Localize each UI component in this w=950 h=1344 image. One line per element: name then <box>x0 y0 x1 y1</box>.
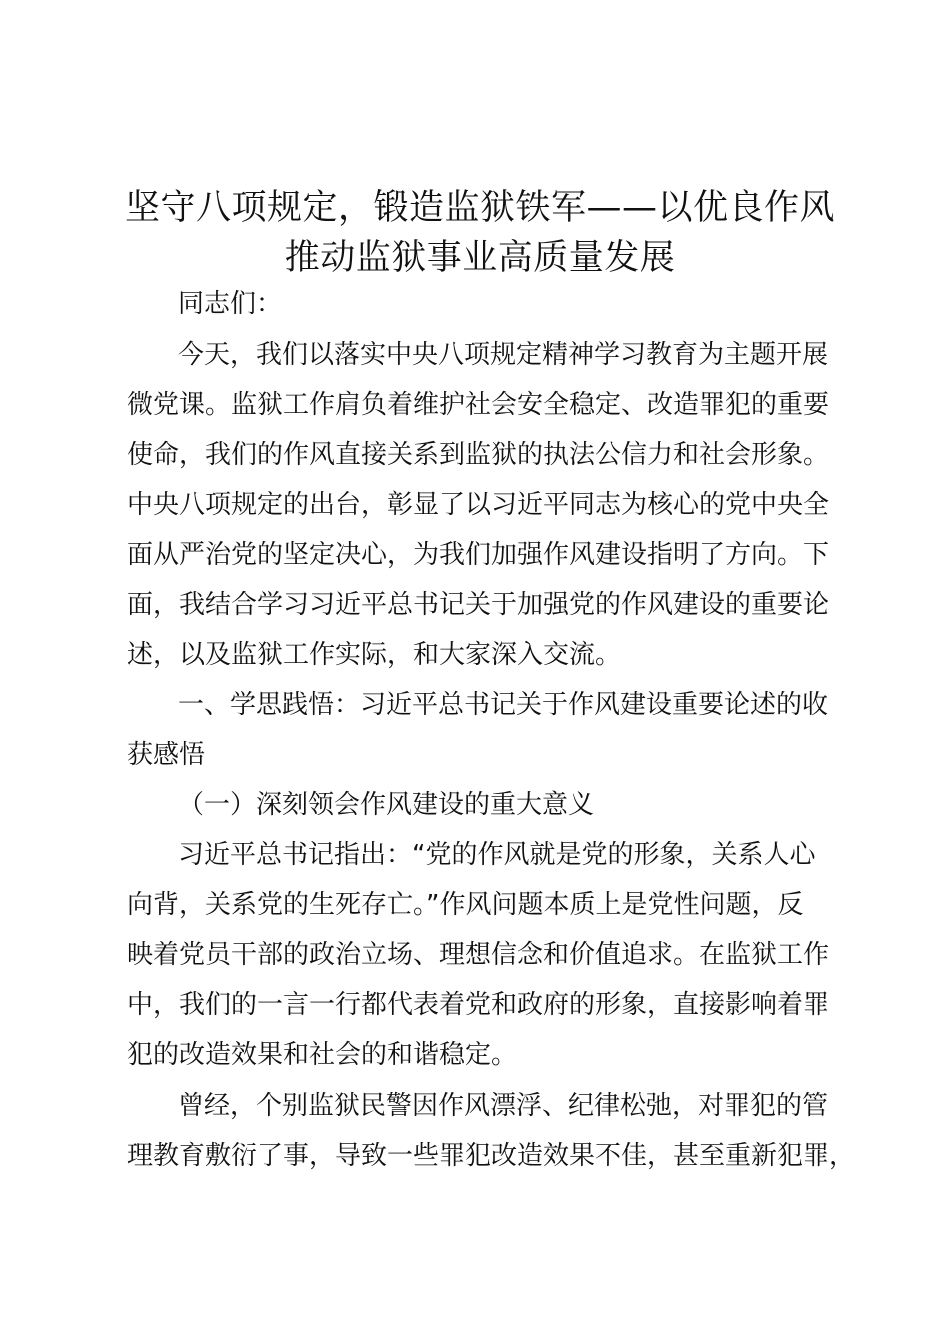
body-line: 面从严治党的坚定决心，为我们加强作风建设指明了方向。下 <box>127 540 830 570</box>
section-heading-line: 获感悟 <box>127 740 206 770</box>
body-line: 今天，我们以落实中央八项规定精神学习教育为主题开展 <box>178 340 829 370</box>
body-line: 微党课。监狱工作肩负着维护社会安全稳定、改造罪犯的重要 <box>127 390 830 420</box>
subsection-heading: （一）深刻领会作风建设的重大意义 <box>178 790 595 820</box>
body-line: 向背，关系党的生死存亡。”作风问题本质上是党性问题，反 <box>127 890 804 920</box>
body-line: 理教育敷衍了事，导致一些罪犯改造效果不佳，甚至重新犯罪， <box>127 1141 856 1171</box>
salutation: 同志们： <box>178 289 283 319</box>
body-line: 犯的改造效果和社会的和谐稳定。 <box>127 1040 518 1070</box>
body-line: 使命，我们的作风直接关系到监狱的执法公信力和社会形象。 <box>127 440 830 470</box>
section-heading-line: 一、学思践悟：习近平总书记关于作风建设重要论述的收 <box>178 690 829 720</box>
body-line: 面，我结合学习习近平总书记关于加强党的作风建设的重要论 <box>127 590 830 620</box>
document-title-line-1: 坚守八项规定，锻造监狱铁军——以优良作风 <box>124 188 835 228</box>
body-line: 习近平总书记指出：“党的作风就是党的形象，关系人心 <box>178 840 816 870</box>
body-line: 映着党员干部的政治立场、理想信念和价值追求。在监狱工作 <box>127 940 830 970</box>
body-line: 中央八项规定的出台，彰显了以习近平同志为核心的党中央全 <box>127 490 830 520</box>
document-title-line-2: 推动监狱事业高质量发展 <box>284 238 676 278</box>
body-line: 述，以及监狱工作实际，和大家深入交流。 <box>127 640 622 670</box>
body-line: 中，我们的一言一行都代表着党和政府的形象，直接影响着罪 <box>127 990 830 1020</box>
body-line: 曾经，个别监狱民警因作风漂浮、纪律松弛，对罪犯的管 <box>178 1091 829 1121</box>
